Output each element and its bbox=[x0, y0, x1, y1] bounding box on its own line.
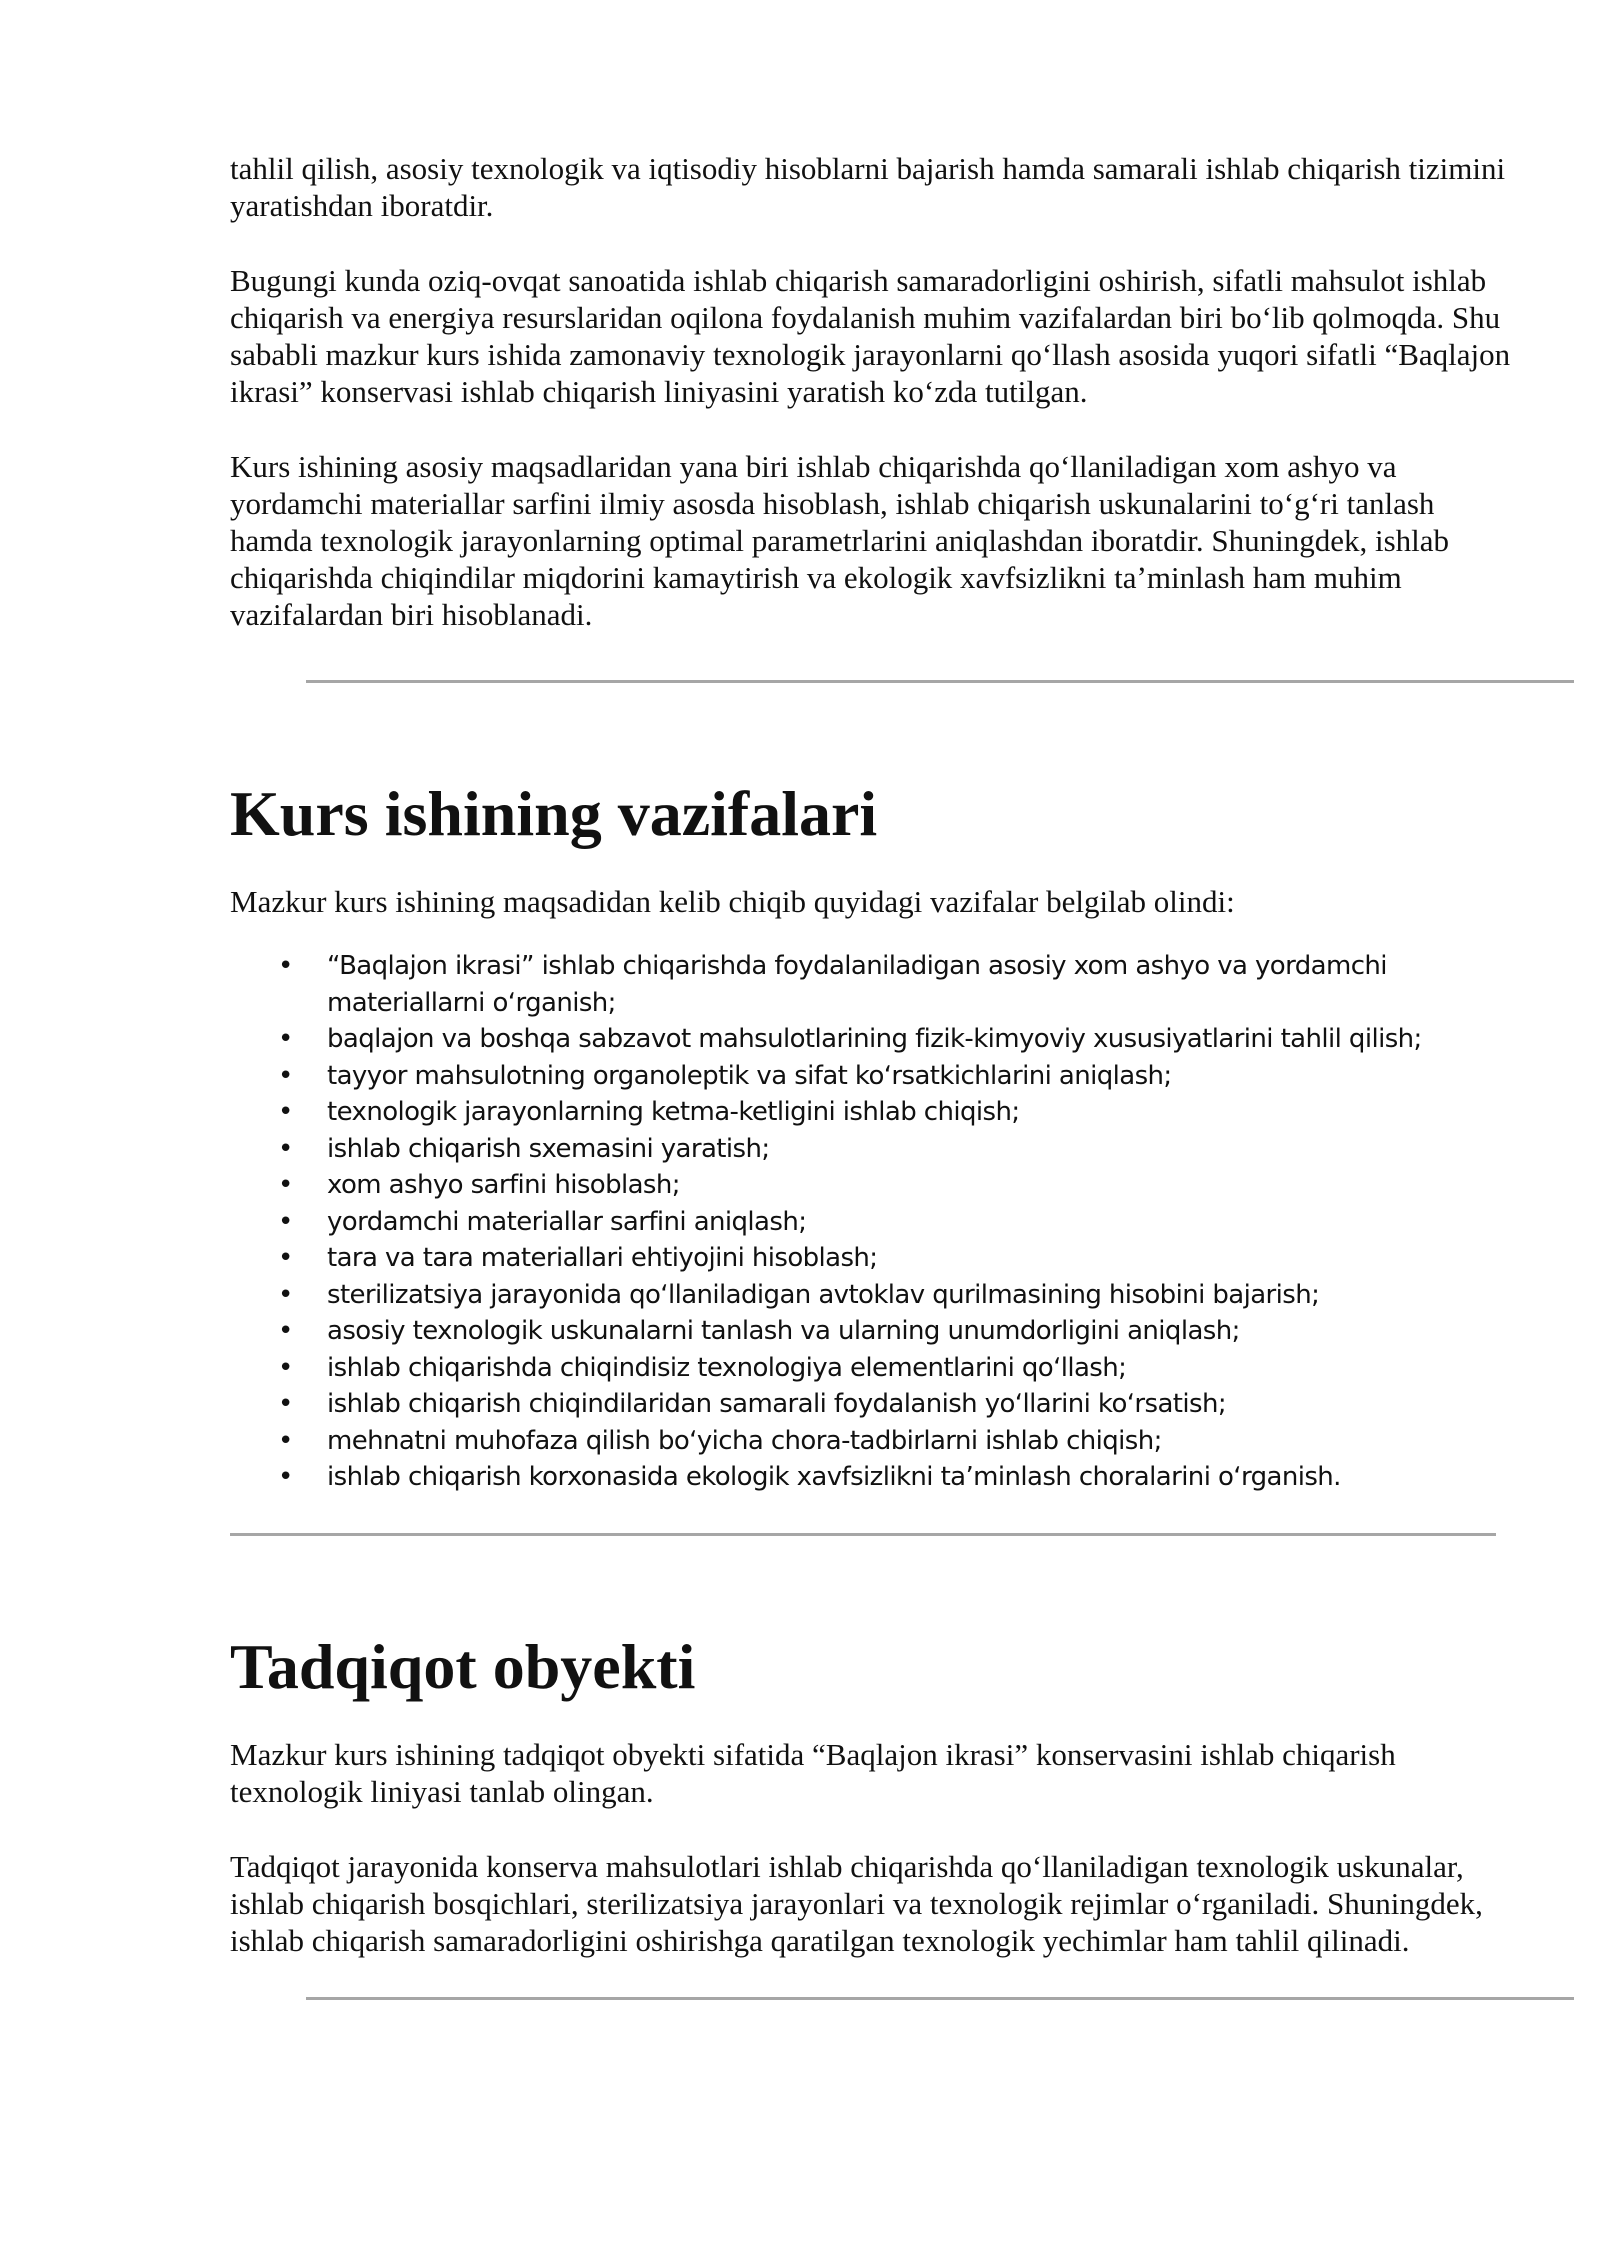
paragraph: Bugungi kunda oziq-ovqat sanoatida ishlab chiqarish samaradorligini oshirish, sifatli mahsulot ishlab chiqarish va energiya resurslaridan oqilona foydalanish muhim vazifalardan biri boʻlib qolmoqda. Shu sababli mazkur kurs ishida zamonaviy texnologik jarayonlarni qoʻllash asosida yuqori sifatli “Baqlajon ikrasi” konservasi ishlab chiqarish liniyasini yaratish koʻzda tutilgan. bbox=[230, 263, 1511, 409]
bullet-icon: • bbox=[278, 951, 293, 981]
horizontal-divider bbox=[230, 1533, 1496, 1536]
list-item bbox=[230, 1386, 1520, 1423]
list-item-text: asosiy texnologik uskunalarni tanlash va ularning unumdorligini aniqlash; bbox=[327, 1316, 1240, 1346]
tasks-intro: Mazkur kurs ishining maqsadidan kelib chiqib quyidagi vazifalar belgilab olindi: bbox=[230, 884, 1235, 919]
paragraph: Mazkur kurs ishining tadqiqot obyekti sifatida “Baqlajon ikrasi” konservasini ishlab chiqarish texnologik liniyasi tanlab olingan. bbox=[230, 1736, 1396, 1809]
list-item-text: tayyor mahsulotning organoleptik va sifat koʻrsatkichlarini aniqlash; bbox=[327, 1060, 1172, 1091]
bullet-icon: • bbox=[278, 1133, 293, 1164]
horizontal-divider bbox=[306, 1997, 1574, 2000]
bullet-icon: • bbox=[278, 1425, 293, 1456]
bullet-icon: • bbox=[278, 1352, 293, 1383]
paragraph: Kurs ishining asosiy maqsadlaridan yana biri ishlab chiqarishda qoʻllaniladigan xom ashyo va yordamchi materiallar sarfini ilmiy asosda hisoblash, ishlab chiqarish uskunalarini toʻgʻri tanlash hamda texnologik jarayonlarning optimal parametrlarini aniqlashdan iboratdir. Shuningdek, ishlab chiqarishda chiqindilar miqdorini kamaytirish va ekologik xavfsizlikni taʼminlash ham muhim vazifalardan biri hisoblanadi. bbox=[230, 449, 1450, 632]
list-item-text: ishlab chiqarish chiqindilaridan samarali foydalanish yoʻllarini koʻrsatish; bbox=[327, 1389, 1226, 1419]
list-item-text: xom ashyo sarfini hisoblash; bbox=[327, 1170, 680, 1200]
list-item-text: yordamchi materiallar sarfini aniqlash; bbox=[327, 1206, 807, 1237]
list-item bbox=[230, 1167, 1520, 1204]
bullet-icon: • bbox=[278, 1097, 293, 1127]
bullet-icon: • bbox=[278, 1170, 293, 1200]
list-item bbox=[230, 1313, 1520, 1350]
list-item-text: texnologik jarayonlarning ketma-ketligini ishlab chiqish; bbox=[327, 1097, 1020, 1127]
list-item bbox=[230, 1459, 1520, 1496]
list-item-text: sterilizatsiya jarayonida qoʻllaniladigan avtoklav qurilmasining hisobini bajarish; bbox=[327, 1279, 1320, 1310]
bullet-icon: • bbox=[278, 1024, 293, 1054]
list-item-text: ishlab chiqarishda chiqindisiz texnologiya elementlarini qoʻllash; bbox=[327, 1352, 1127, 1383]
list-item bbox=[230, 1350, 1520, 1387]
list-item bbox=[230, 1204, 1520, 1241]
list-item-text: tara va tara materiallari ehtiyojini hisoblash; bbox=[327, 1243, 878, 1273]
list-item bbox=[230, 1094, 1520, 1131]
list-item bbox=[230, 1240, 1520, 1277]
list-item bbox=[230, 1277, 1520, 1314]
tasks-list bbox=[230, 948, 1520, 1496]
horizontal-divider bbox=[306, 680, 1574, 683]
list-item bbox=[230, 1021, 1520, 1058]
bullet-icon: • bbox=[278, 1462, 293, 1492]
document-page bbox=[230, 150, 1520, 2000]
bullet-icon: • bbox=[278, 1243, 293, 1273]
bullet-icon: • bbox=[278, 1206, 293, 1237]
section-heading-object: Tadqiqot obyekti bbox=[230, 1630, 696, 1702]
section-heading-tasks: Kurs ishining vazifalari bbox=[230, 778, 878, 849]
list-item bbox=[230, 1131, 1520, 1168]
list-item-text: ishlab chiqarish sxemasini yaratish; bbox=[327, 1133, 770, 1164]
list-item-text: mehnatni muhofaza qilish boʻyicha chora-tadbirlarni ishlab chiqish; bbox=[327, 1425, 1162, 1456]
list-item-text: “Baqlajon ikrasi” ishlab chiqarishda foydalaniladigan asosiy xom ashyo va yordamchi materiallarni oʻrganish; bbox=[327, 951, 1387, 1018]
bullet-icon: • bbox=[278, 1279, 293, 1310]
list-item-text: ishlab chiqarish korxonasida ekologik xavfsizlikni taʼminlash choralarini oʻrganish. bbox=[327, 1462, 1341, 1492]
list-item-text: baqlajon va boshqa sabzavot mahsulotlarining fizik-kimyoviy xususiyatlarini tahlil qilish; bbox=[327, 1024, 1422, 1054]
bullet-icon: • bbox=[278, 1316, 293, 1346]
list-item bbox=[230, 1058, 1520, 1095]
paragraph: Tadqiqot jarayonida konserva mahsulotlari ishlab chiqarishda qoʻllaniladigan texnologik uskunalar, ishlab chiqarish bosqichlari, sterilizatsiya jarayonlari va texnologik rejimlar oʻrganiladi. Shuningdek, ishlab chiqarish samaradorligini oshirishga qaratilgan texnologik yechimlar ham tahlil qilinadi. bbox=[230, 1848, 1483, 1958]
list-item bbox=[230, 948, 1520, 1021]
paragraph: tahlil qilish, asosiy texnologik va iqtisodiy hisoblarni bajarish hamda samarali ishlab chiqarish tizimini yaratishdan iboratdir. bbox=[230, 151, 1506, 223]
bullet-icon: • bbox=[278, 1389, 293, 1419]
bullet-icon: • bbox=[278, 1060, 293, 1091]
list-item bbox=[230, 1423, 1520, 1460]
